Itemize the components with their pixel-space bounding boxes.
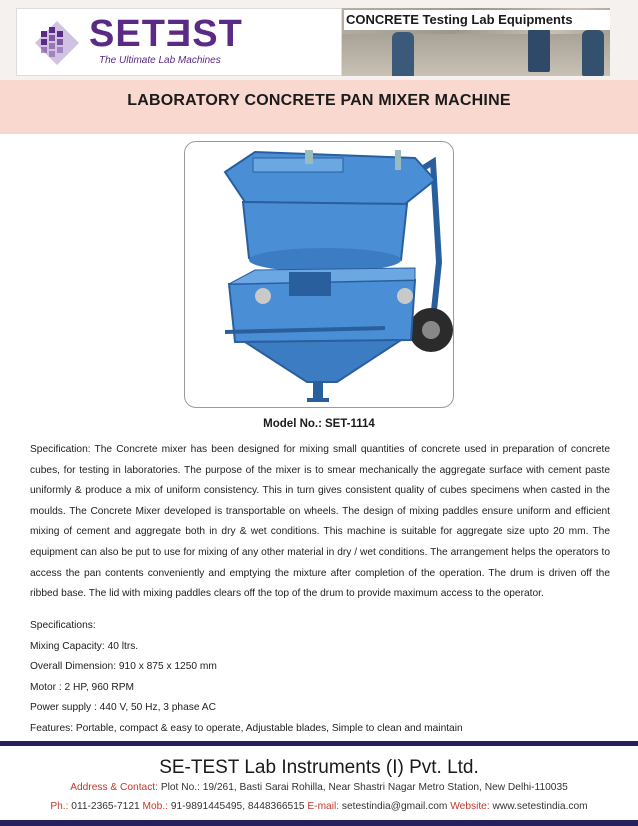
specifications-heading: Specifications: [30,620,96,631]
model-number [0,418,638,430]
website-link[interactable]: www.setestindia.com [492,801,588,812]
phone-label: Ph.: [50,801,69,812]
category-title: CONCRETE Testing Lab Equipments [344,10,610,30]
photo-worker [582,30,604,76]
footer-bottom-bar [0,820,638,826]
specifications-list [30,616,610,740]
email-address[interactable]: setestindia@gmail.com [341,801,448,812]
spec-item: Overall Dimension: 910 x 875 x 1250 mm [30,661,217,673]
model-value: SET-1114 [324,418,375,430]
phone-number: 011-2365-7121 [71,801,140,812]
product-image [184,141,454,408]
mobile-label: Mob.: [142,801,168,812]
model-label: Model No.: [263,418,322,430]
website-label: Website: [450,801,490,812]
photo-worker [528,26,550,72]
photo-worker [392,32,414,76]
logo-cube-icon [27,13,87,73]
logo-wordmark: SETƎST [89,13,243,55]
spec-item: Power supply : 440 V, 50 Hz, 3 phase AC [30,702,216,714]
address-line [0,782,638,793]
email-label: E-mail: [307,801,340,812]
logo [16,8,342,76]
specification-paragraph: Specification: The Concrete mixer has been designed for mixing small quantities of concrete used in preparation of concrete cubes, for testing in laboratories. The purpose of the mixer is to smear mechanically the aggregate surface with cement paste uniformly & produce a mix of uniform consistency. This in turn gives consistent quality of cubes specimens when casted in the moulds. The Concrete Mixer developed is transportable on wheels. The design of mixing paddles ensure uniform and efficient mixing of cement and aggregate both in dry & wet conditions. This machine is suitable for aggregate size upto 20 mm. The equipment can also be put to use for mixing of any other material in dry / wet conditions. The arrangement helps the operators to access the pan contents conveniently and emptying the mixture after completion of the operation. The drum is driven off the ribbed base. The lid with mixing paddles clears off the top of the drum to provide maximum access to the operator. [30,444,610,600]
page-title: LABORATORY CONCRETE PAN MIXER MACHINE [127,92,511,109]
spec-item: Motor : 2 HP, 960 RPM [30,681,134,693]
spec-item: Mixing Capacity: 40 ltrs. [30,640,139,652]
contact-line [0,801,638,812]
photo-ground [342,34,610,76]
address-label: Address & Contact: [70,782,158,793]
logo-tagline: The Ultimate Lab Machines [99,55,221,66]
spec-item: Features: Portable, compact & easy to operate, Adjustable blades, Simple to clean and maintain [30,722,463,734]
header-edge [612,0,638,80]
address-text: Plot No.: 19/261, Basti Sarai Rohilla, Near Shastri Nagar Metro Station, New Delhi-110035 [160,782,568,793]
company-name: SE-TEST Lab Instruments (I) Pvt. Ltd. [159,757,479,778]
pan-mixer-illustration [185,142,454,408]
mobile-number: 91-9891445495, 8448366515 [170,801,305,812]
